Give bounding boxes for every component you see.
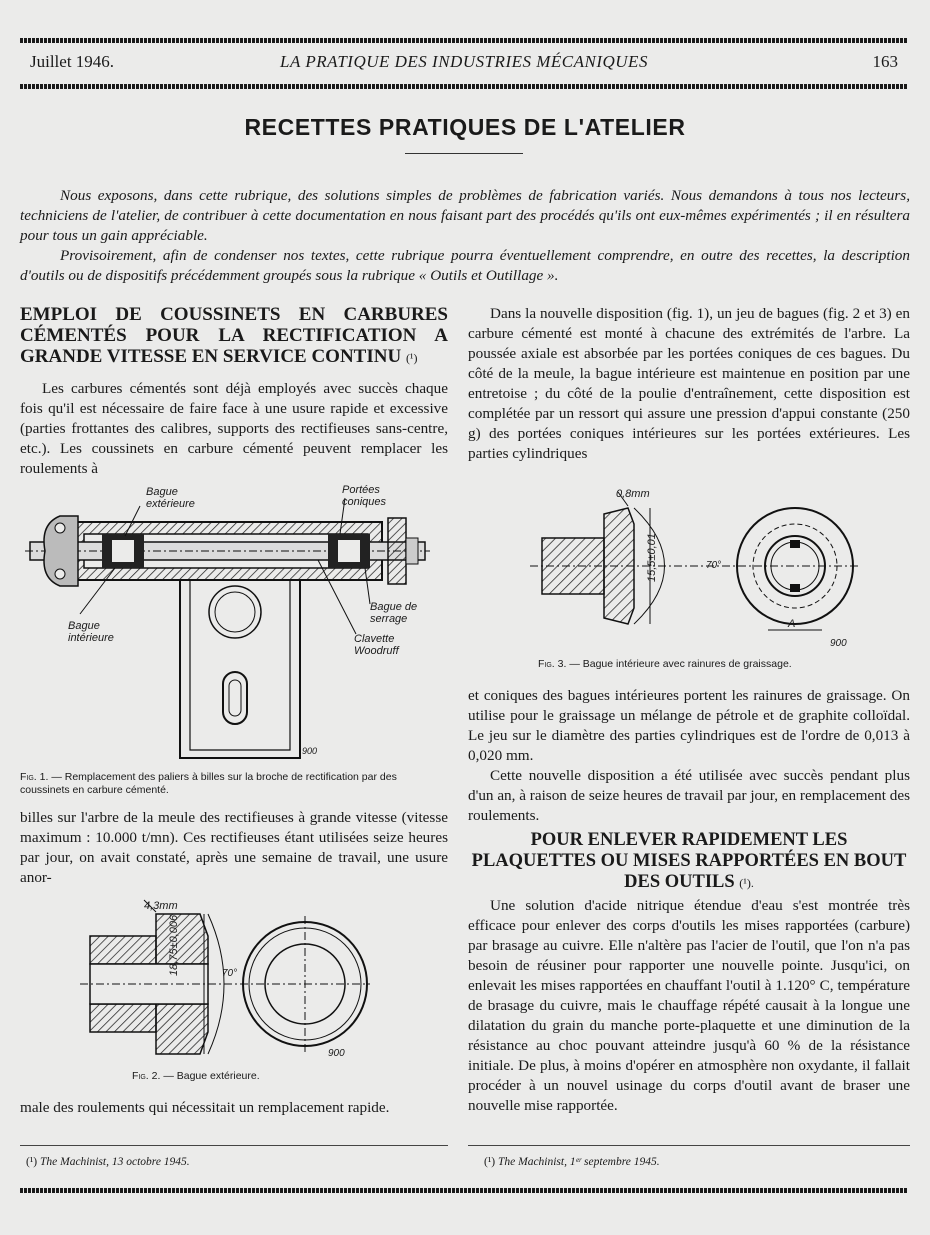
article2-title <box>468 830 910 894</box>
intro-paragraph: Provisoirement, afin de condenser nos textes, cette rubrique pourra éventuellement comprendre, en outre des recettes, la description d'outils ou de dispositifs précédemment groupés sous la rubrique « Outils et Outillage ». <box>20 247 910 284</box>
label-bague-interieure: Bague intérieure <box>68 620 114 644</box>
grinding-wheel <box>388 518 406 584</box>
caption-number: Fig. 1. <box>20 771 49 783</box>
issue-date: Juillet 1946. <box>30 52 115 71</box>
intro-paragraph: Nous exposons, dans cette rubrique, des solutions simples de problèmes de fabrication variés. Nous demandons à tous nos lecteurs, techniciens de l'atelier, de contribuer à cette documentation en nous faisant part des procédés qu'ils ont eux-mêmes expérimentés ; il en résultera pour tous un gain appréciable. <box>20 187 910 244</box>
page-title: RECETTES PRATIQUES DE L'ATELIER <box>244 114 686 140</box>
caption-number: Fig. 3. <box>538 658 567 670</box>
figure-2 <box>80 896 400 1082</box>
footnote-mark: (¹) <box>26 1156 38 1168</box>
fig2-caption <box>132 1070 260 1083</box>
label-clavette: Clavette Woodruff <box>354 633 399 657</box>
footnote-text: The Machinist, 1ᵉʳ septembre 1945. <box>497 1156 660 1168</box>
label-bague-exterieure: Bague extérieure <box>146 486 195 510</box>
right-column-middle <box>468 686 910 826</box>
footnote-mark: (¹) <box>484 1156 496 1168</box>
figure-1 <box>20 484 448 797</box>
fig3-drawing <box>530 484 870 654</box>
footnote-right <box>484 1156 660 1168</box>
fig3-dim-top: 0,8mm <box>616 488 650 500</box>
article1-paragraph-4: Dans la nouvelle disposition (fig. 1), un jeu de bagues (fig. 2 et 3) en carbure cémenté est monté à chacune des extrémités de l'arbre. La poussée axiale est absorbée par les portées coniques de ces bagues. Du côté de la meule, la bague intérieure est maintenue en position par une entretoise ; du côté de la poulie d'entraînement, cette disposition est complétée par un ressort qui assure une pression d'appui constante (250 g) des portées coniques intérieures sur les portées extérieures. Les parties cylindriques <box>468 305 910 462</box>
label-bague-serrage: Bague de serrage <box>370 601 418 625</box>
footnote-rule-right <box>468 1145 910 1146</box>
right-column-bottom <box>468 896 910 1116</box>
fig2-angle: 70° <box>222 968 238 979</box>
label-portees-coniques: Portées coniques <box>342 484 387 508</box>
fig3-dim-side: 15,5±0,01 <box>646 533 658 582</box>
fig2-drawing <box>80 896 380 1066</box>
header-top-rule <box>20 38 908 43</box>
article1-title-text: EMPLOI DE COUSSINETS EN CARBURES CÉMENTÉS POUR LA RECTIFICATION A GRANDE VITESSE EN SERVICE CONTINU <box>20 304 448 367</box>
footnote-mark: (¹). <box>739 876 754 890</box>
article1-title <box>20 304 448 369</box>
intro <box>20 186 910 286</box>
left-column-bottom <box>20 1098 448 1118</box>
article2-header <box>468 830 910 894</box>
article1-paragraph-2: billes sur l'arbre de la meule des rectifieuses à grande vitesse (vitesse maximum : 10.000 t/mn). Ces rectifieuses étant utilisées seize heures par jour, on avait constaté, après une semaine de travail, une usure anor- <box>20 809 448 886</box>
left-column-middle <box>20 808 448 888</box>
bracket <box>180 580 300 758</box>
article2-title-text: POUR ENLEVER RAPIDEMENT LES PLAQUETTES OU MISES RAPPORTÉES EN BOUT DES OUTILS <box>471 830 907 892</box>
footnote-text: The Machinist, 13 octobre 1945. <box>39 1156 190 1168</box>
figure-3 <box>530 484 890 654</box>
footnote-left <box>26 1156 190 1168</box>
fig2-code: 900 <box>328 1048 345 1059</box>
header-bottom-rule <box>20 84 908 89</box>
page-number: 163 <box>872 52 898 71</box>
article2-paragraph-1: Une solution d'acide nitrique étendue d'eau s'est montrée très efficace pour enlever des corps d'outils les mises rapportées (carbure) par brasage au cuivre. Elle n'altère pas l'acier de l'outil, que l'on n'a pas besoin de réusiner pour rapporter une nouvelle pointe. Jusqu'ici, on enlevait les mises rapportées en chauffant l'outil à 1.120° C, température de brasage du cuivre, mais le chauffage répété causait à la longue une dilatation du grain du manche porte-plaquette et une diminution de la résistance au choc pouvant atteindre jusqu'à 60 % de la résistance initiale. De plus, à moins d'opérer en atmosphère non oxydante, il fallait procéder à un nouvel usinage du corps d'outil avant de braser une nouvelle mise rapportée. <box>468 897 910 1114</box>
caption-text: — Bague extérieure. <box>163 1070 260 1082</box>
left-column-top <box>20 304 448 479</box>
fig3-caption <box>538 658 792 671</box>
footnote-mark: (¹) <box>405 351 418 365</box>
footnote-rule-left <box>20 1145 448 1146</box>
fig3-section-a: A <box>788 618 796 630</box>
fig1-caption <box>20 771 448 797</box>
caption-text: — Remplacement des paliers à billes sur la broche de rectification par des coussinets en carbure cémenté. <box>20 771 397 796</box>
fig1-code: 900 <box>302 746 318 756</box>
title-underline <box>405 153 523 154</box>
fig3-angle: 70° <box>706 560 722 571</box>
right-column-top <box>468 304 910 464</box>
article1-paragraph-6: Cette nouvelle disposition a été utilisée avec succès pendant plus d'un an, à raison de seize heures de travail par jour, en remplacement des roulements. <box>468 767 910 824</box>
article1-paragraph-1: Les carbures cémentés sont déjà employés avec succès chaque fois qu'il est nécessaire de faire face à une usure rapide et excessive (parties frottantes des calibres, supports des rectifieuses sans-centre, etc.). Les coussinets en carbure cémenté peuvent remplacer les roulements à <box>20 380 448 477</box>
fig2-dim-side: 18,75±0,006 <box>168 914 180 976</box>
running-header <box>30 52 898 74</box>
article1-paragraph-3: male des roulements qui nécessitait un remplacement rapide. <box>20 1099 390 1116</box>
fig2-dim-top: 4,3mm <box>144 900 178 912</box>
caption-text: — Bague intérieure avec rainures de graissage. <box>569 658 792 670</box>
caption-number: Fig. 2. <box>132 1070 161 1082</box>
journal-title: LA PRATIQUE DES INDUSTRIES MÉCANIQUES <box>280 52 648 71</box>
footer-rule <box>20 1188 908 1193</box>
article1-paragraph-5: et coniques des bagues intérieures portent les rainures de graissage. On utilise pour le graissage un mélange de pétrole et de graphite colloïdal. Le jeu sur le diamètre des parties cylindriques est de l'ordre de 0,013 à 0,020 mm. <box>468 687 910 764</box>
fig3-code: 900 <box>830 638 847 649</box>
